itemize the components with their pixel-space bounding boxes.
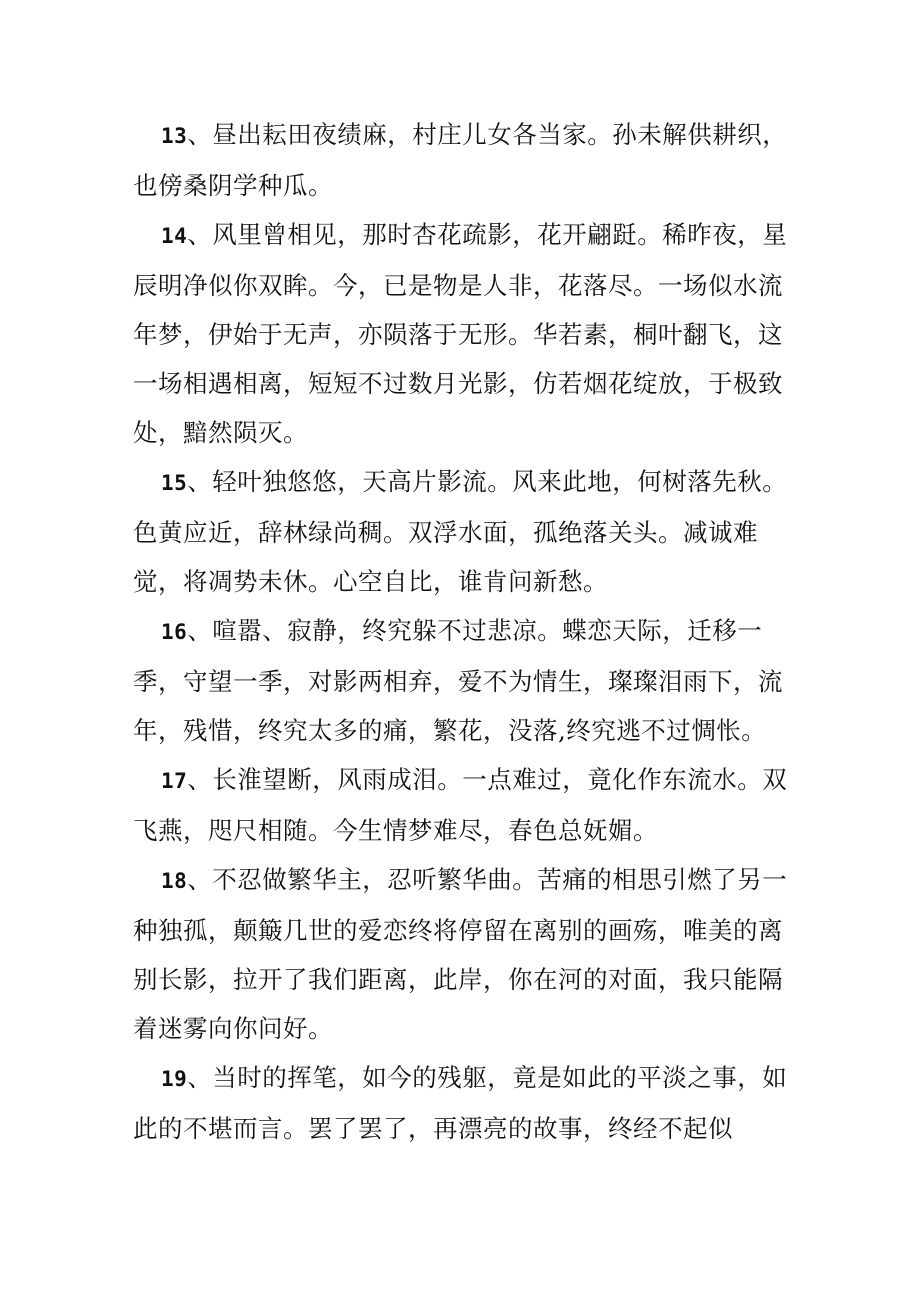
paragraph-number: 18 bbox=[161, 869, 188, 893]
paragraph-text: 、轻叶独悠悠，天高片影流。风来此地，何树落先秋。色黄应近，辞林绿尚稠。双浮水面，孤绝落关头。减诚难觉，将凋势未休。心空自比，谁肯问新愁。 bbox=[133, 467, 788, 596]
paragraph-17 bbox=[133, 755, 793, 855]
paragraph-number: 16 bbox=[161, 620, 188, 644]
paragraph-16 bbox=[133, 606, 793, 755]
paragraph-number: 19 bbox=[161, 1067, 188, 1091]
paragraph-14 bbox=[133, 210, 793, 457]
paragraph-text: 、昼出耘田夜绩麻，村庄儿女各当家。孙未解供耕织，也傍桑阴学种瓜。 bbox=[133, 120, 788, 200]
paragraph-number: 17 bbox=[161, 769, 188, 793]
paragraph-text: 、喧嚣、寂静，终究躲不过悲凉。蝶恋天际，迁移一季，守望一季，对影两相弃，爱不为情生，璨璨泪雨下，流年，残惜，终究太多的痛，繁花，没落,终究逃不过惆怅。 bbox=[133, 616, 783, 745]
paragraph-13 bbox=[133, 110, 793, 210]
paragraph-19 bbox=[133, 1053, 793, 1153]
paragraph-15 bbox=[133, 457, 793, 606]
paragraph-number: 14 bbox=[161, 224, 188, 248]
paragraph-number: 15 bbox=[161, 471, 188, 495]
document-body bbox=[133, 110, 793, 1153]
paragraph-text: 、不忍做繁华主，忍听繁华曲。苦痛的相思引燃了另一种独孤，颠簸几世的爱恋终将停留在离别的画殇，唯美的离别长影，拉开了我们距离，此岸，你在河的对面，我只能隔着迷雾向你问好。 bbox=[133, 865, 788, 1043]
paragraph-number: 13 bbox=[161, 124, 188, 148]
paragraph-text: 、风里曾相见，那时杏花疏影，花开翩跹。稀昨夜，星辰明净似你双眸。今，已是物是人非，花落尽。一场似水流年梦，伊始于无声，亦陨落于无形。华若素，桐叶翻飞，这一场相遇相离，短短不过数月光影，仿若烟花绽放，于极致处，黯然陨灭。 bbox=[133, 220, 788, 447]
paragraph-text: 、长淮望断，风雨成泪。一点难过，竟化作东流水。双飞燕，咫尺相随。今生情梦难尽，春色总妩媚。 bbox=[133, 765, 788, 845]
paragraph-text: 、当时的挥笔，如今的残躯，竟是如此的平淡之事，如此的不堪而言。罢了罢了，再漂亮的故事，终经不起似 bbox=[133, 1063, 788, 1143]
paragraph-18 bbox=[133, 855, 793, 1053]
